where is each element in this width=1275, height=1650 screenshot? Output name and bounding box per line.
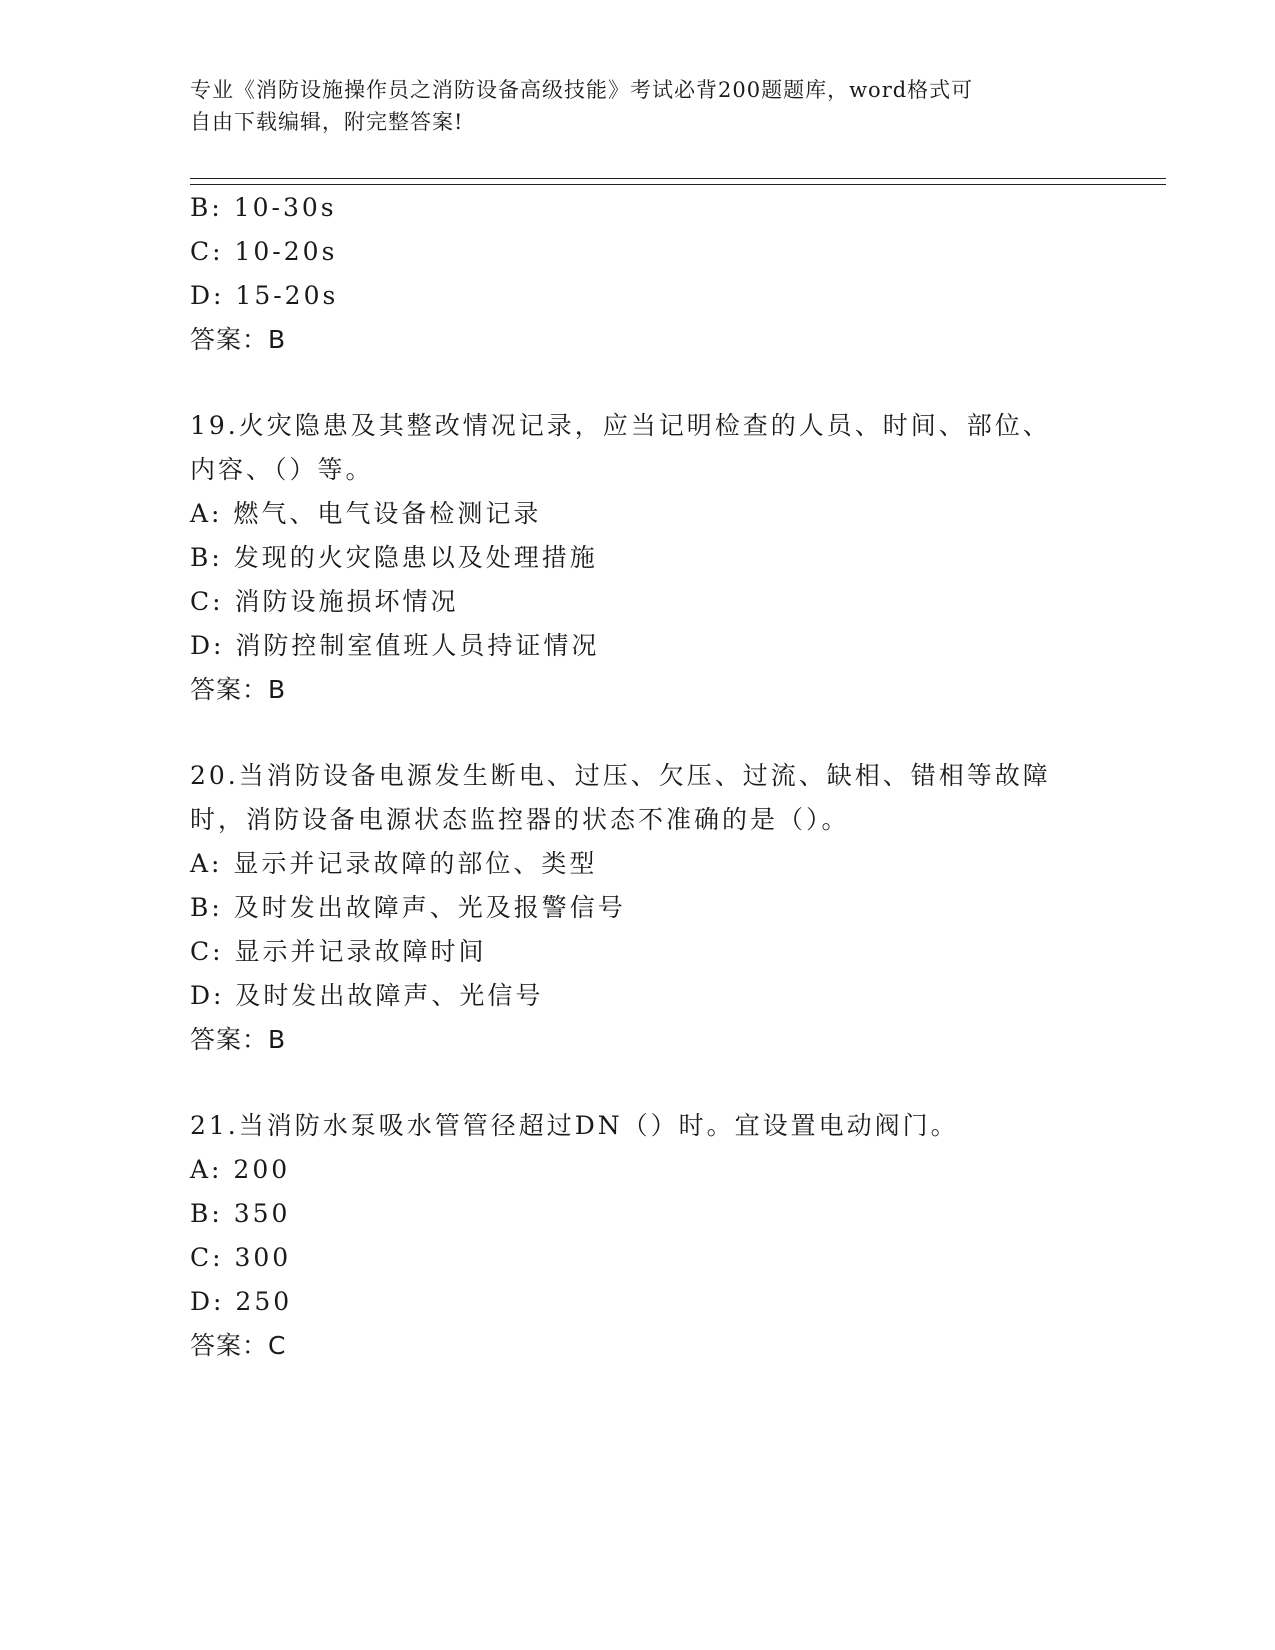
- question-19-stem-line-2: 内容、（）等。: [190, 455, 374, 484]
- option-b: B: 10-30s: [190, 193, 337, 222]
- question-20-stem-line-1: 20.当消防设备电源发生断电、过压、欠压、过流、缺相、错相等故障: [190, 761, 1051, 790]
- question-21-stem: 21.当消防水泵吸水管管径超过DN（）时。宜设置电动阀门。: [190, 1111, 959, 1140]
- question-20-stem-line-2: 时，消防设备电源状态监控器的状态不准确的是（）。: [190, 805, 850, 834]
- option-c: C: 10-20s: [190, 237, 338, 266]
- question-20-option-b: B: 及时发出故障声、光及报警信号: [190, 893, 626, 922]
- question-20-answer: 答案：B: [190, 1025, 287, 1054]
- question-20-option-d: D: 及时发出故障声、光信号: [190, 981, 544, 1010]
- header-line-1: 专业《消防设施操作员之消防设备高级技能》考试必背200题题库，word格式可: [190, 78, 974, 102]
- question-21-option-a: A: 200: [190, 1155, 291, 1184]
- question-19-option-a: A: 燃气、电气设备检测记录: [190, 499, 542, 528]
- question-21-option-c: C: 300: [190, 1243, 292, 1272]
- question-20-option-a: A: 显示并记录故障的部位、类型: [190, 849, 598, 878]
- document-header: [190, 74, 1090, 138]
- question-19-stem-line-1: 19.火灾隐患及其整改情况记录，应当记明检查的人员、时间、部位、: [190, 411, 1051, 440]
- question-21-answer: 答案：C: [190, 1331, 287, 1360]
- question-19-option-c: C: 消防设施损坏情况: [190, 587, 459, 616]
- answer-line: 答案：B: [190, 325, 287, 354]
- question-21-option-b: B: 350: [190, 1199, 291, 1228]
- question-21-option-d: D: 250: [190, 1287, 293, 1316]
- option-d: D: 15-20s: [190, 281, 339, 310]
- question-19-answer: 答案：B: [190, 675, 287, 704]
- header-divider-top: [190, 178, 1166, 179]
- header-line-2: 自由下载编辑，附完整答案!: [190, 110, 464, 134]
- header-divider-bottom: [190, 184, 1166, 185]
- question-20-option-c: C: 显示并记录故障时间: [190, 937, 487, 966]
- question-19-option-b: B: 发现的火灾隐患以及处理措施: [190, 543, 598, 572]
- question-19-option-d: D: 消防控制室值班人员持证情况: [190, 631, 600, 660]
